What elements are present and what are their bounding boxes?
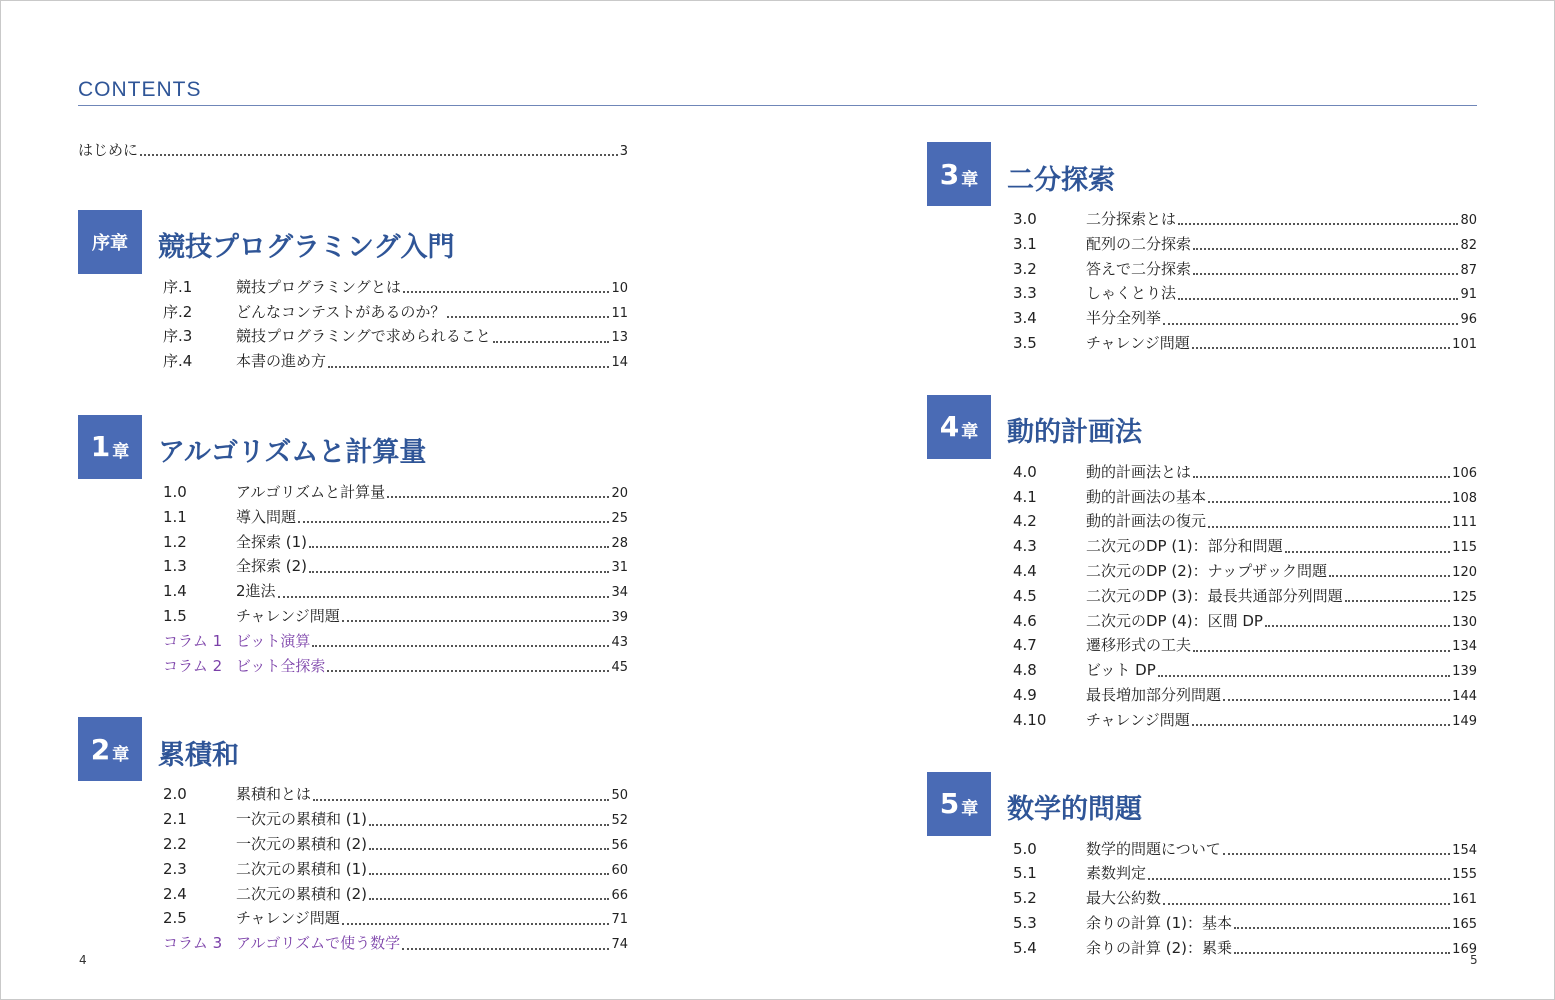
leader-dots [1193, 476, 1450, 478]
right-column [927, 141, 1477, 961]
entry-number: 2.4 [163, 884, 187, 903]
entry-title: 半分全列挙 [1086, 309, 1162, 328]
entry-title: 競技プログラミングで求められること [236, 327, 491, 346]
entry-number: 4.10 [1013, 710, 1047, 729]
toc-entry[interactable] [927, 911, 1477, 936]
entry-page: 82 [1460, 237, 1477, 253]
leader-dots [342, 923, 610, 925]
chapter-heading[interactable] [927, 771, 1477, 837]
entry-title: アルゴリズムと計算量 [236, 482, 386, 501]
entry-page: 125 [1452, 589, 1477, 605]
entry-title: 一次元の累積和 (1) [236, 810, 368, 829]
chapter-badge [927, 142, 991, 206]
entry-title: 累積和とは [236, 785, 312, 804]
chapter-number: 5 [939, 787, 960, 821]
entry-number: 5.3 [1013, 913, 1037, 932]
entry-page: 106 [1452, 465, 1477, 481]
left-chapter-list [78, 209, 628, 956]
toc-entry[interactable] [927, 683, 1477, 708]
leader-dots [327, 670, 609, 672]
entry-page: 80 [1460, 213, 1477, 228]
entry-title: 動的計画法の復元 [1086, 512, 1207, 531]
chapter-number: 序章 [92, 232, 128, 254]
entry-title: ビット全探索 [236, 656, 326, 675]
entry-page: 101 [1452, 336, 1477, 352]
leader-dots [1192, 724, 1450, 726]
toc-entry[interactable] [927, 509, 1477, 534]
entry-page: 139 [1452, 664, 1477, 680]
entry-number: 4.7 [1013, 636, 1037, 655]
entry-page: 91 [1460, 287, 1477, 303]
leader-dots [1163, 323, 1458, 325]
toc-entry[interactable] [927, 837, 1477, 862]
leader-dots [493, 341, 610, 343]
leader-dots [1208, 501, 1450, 503]
entry-title: 導入問題 [236, 507, 297, 526]
toc-entry[interactable] [927, 886, 1477, 911]
entry-page: 52 [611, 813, 628, 829]
entry-page: 155 [1452, 867, 1477, 883]
chapter-title: 二分探索 [1007, 164, 1115, 196]
contents-heading: CONTENTS [78, 78, 202, 101]
leader-dots [387, 496, 609, 498]
entry-number: 3.2 [1013, 259, 1037, 278]
chapter-block [78, 414, 628, 678]
entry-page: 130 [1452, 614, 1477, 630]
leader-dots [309, 546, 609, 548]
chapter-badge [927, 772, 991, 836]
toc-entry[interactable] [927, 232, 1477, 257]
chapter-number: 2 [90, 732, 111, 766]
entry-title: しゃくとり法 [1086, 284, 1177, 303]
entry-page: 74 [611, 937, 628, 953]
toc-entry[interactable] [78, 882, 628, 907]
leader-dots [342, 620, 610, 622]
toc-entry[interactable] [927, 708, 1477, 733]
toc-entry[interactable] [78, 554, 628, 579]
chapter-number: 1 [90, 430, 111, 464]
entry-title: 全探索 (2) [236, 557, 308, 576]
entry-page: 96 [1460, 312, 1477, 328]
toc-entry[interactable] [78, 807, 628, 832]
entry-page: 10 [611, 280, 628, 296]
entry-page: 34 [611, 585, 628, 601]
entry-number: 1.2 [163, 532, 187, 551]
toc-entry[interactable] [927, 281, 1477, 306]
entry-number: 5.4 [1013, 938, 1037, 957]
entry-page: 87 [1460, 262, 1477, 278]
entry-page: 28 [611, 535, 628, 551]
entry-number: 3.5 [1013, 333, 1037, 352]
entry-title: 素数判定 [1086, 864, 1147, 883]
chapter-kanji: 章 [961, 799, 979, 820]
entry-number: 4.8 [1013, 661, 1037, 680]
chapter-kanji: 章 [112, 744, 130, 765]
toc-entry[interactable] [78, 349, 628, 374]
leader-dots [1193, 650, 1450, 652]
entry-number: 序.3 [163, 327, 193, 346]
chapter-title: アルゴリズムと計算量 [158, 437, 427, 469]
entry-title: アルゴリズムで使う数学 [236, 934, 401, 953]
leader-dots [1178, 298, 1458, 300]
leader-dots [1223, 853, 1450, 855]
toc-entry[interactable] [927, 936, 1477, 961]
chapter-heading[interactable] [927, 394, 1477, 460]
entry-number: 2.5 [163, 909, 187, 928]
entry-number: 4.5 [1013, 586, 1037, 605]
leader-dots [1234, 927, 1450, 929]
leader-dots [1158, 675, 1450, 677]
entry-number: 4.4 [1013, 561, 1037, 580]
entry-page: 56 [611, 837, 628, 853]
toc-entry[interactable] [78, 906, 628, 931]
chapter-number: 3 [939, 157, 960, 191]
entry-page: 149 [1452, 713, 1477, 729]
leader-dots [1148, 878, 1450, 880]
entry-page: 161 [1452, 892, 1477, 908]
chapter-number: 4 [939, 410, 960, 444]
entry-number: 2.0 [163, 785, 187, 804]
toc-entry[interactable] [927, 658, 1477, 683]
left-page-number: 4 [79, 953, 87, 967]
entry-number: 5.2 [1013, 889, 1037, 908]
left-column [78, 138, 628, 956]
chapter-block [927, 141, 1477, 356]
chapter-title: 累積和 [158, 739, 239, 771]
leader-dots [278, 596, 610, 598]
toc-entry[interactable] [927, 559, 1477, 584]
entry-title: 配列の二分探索 [1086, 234, 1192, 253]
toc-entry[interactable] [927, 584, 1477, 609]
chapter-title: 動的計画法 [1007, 417, 1142, 449]
entry-number: 1.5 [163, 606, 187, 625]
entry-title: 全探索 (1) [236, 532, 308, 551]
entry-number: 2.2 [163, 834, 187, 853]
entry-number: 序.1 [163, 277, 193, 296]
entry-page: 20 [611, 485, 628, 501]
chapter-badge [78, 415, 142, 479]
entry-page: 66 [611, 887, 628, 903]
entry-page: 11 [611, 305, 628, 321]
entry-page: 31 [611, 560, 628, 576]
entry-number: 5.0 [1013, 839, 1037, 858]
entry-title: チャレンジ問題 [1086, 710, 1190, 729]
right-chapter-list [927, 141, 1477, 961]
entry-page: 165 [1452, 916, 1477, 932]
toc-entry[interactable] [78, 505, 628, 530]
leader-dots [1223, 699, 1450, 701]
toc-entry[interactable] [927, 485, 1477, 510]
leader-dots [369, 848, 609, 850]
toc-entry-intro[interactable] [78, 138, 628, 163]
entry-page: 25 [611, 510, 628, 526]
entry-page: 169 [1452, 941, 1477, 957]
entry-page: 39 [611, 609, 628, 625]
chapter-block [927, 394, 1477, 733]
leader-dots [309, 571, 609, 573]
leader-dots [1329, 575, 1450, 577]
entry-title: ビット DP [1086, 661, 1156, 680]
leader-dots [140, 154, 618, 156]
chapter-title: 数学的問題 [1007, 794, 1142, 826]
entry-number: コラム 3 [163, 934, 223, 953]
toc-entry[interactable] [927, 609, 1477, 634]
chapter-block [78, 209, 628, 374]
entry-page: 71 [611, 912, 628, 928]
toc-entry-column[interactable] [78, 629, 628, 654]
toc-entry[interactable] [78, 530, 628, 555]
entry-title: 競技プログラミングとは [236, 277, 402, 296]
entry-title: 数学的問題について [1086, 839, 1221, 858]
toc-entry[interactable] [78, 579, 628, 604]
chapter-title: 競技プログラミング入門 [158, 232, 455, 264]
entry-number: 3.3 [1013, 284, 1037, 303]
toc-entry-column[interactable] [78, 654, 628, 679]
toc-entry[interactable] [927, 306, 1477, 331]
toc-entry[interactable] [78, 832, 628, 857]
entry-title: 二分探索とは [1086, 210, 1177, 228]
entry-title: 二次元のDP (2)：ナップザック問題 [1086, 561, 1328, 580]
leader-dots [1234, 952, 1450, 954]
entry-page: 111 [1452, 515, 1477, 531]
leader-dots [298, 521, 609, 523]
leader-dots [403, 291, 609, 293]
entry-number: 3.0 [1013, 210, 1037, 228]
entry-title: 余りの計算 (2)：累乗 [1086, 938, 1233, 957]
entry-page: 134 [1452, 639, 1477, 655]
entry-title: チャレンジ問題 [236, 606, 340, 625]
toc-entry[interactable] [78, 300, 628, 325]
entry-number: 4.0 [1013, 462, 1037, 481]
leader-dots [447, 316, 609, 318]
toc-entry[interactable] [927, 861, 1477, 886]
entry-number: 4.2 [1013, 512, 1037, 531]
entry-number: 1.0 [163, 482, 187, 501]
entry-title: 遷移形式の工夫 [1086, 636, 1192, 655]
entry-number: コラム 2 [163, 656, 223, 675]
entry-title: チャレンジ問題 [1086, 333, 1190, 352]
entry-title: 二次元のDP (3)：最長共通部分列問題 [1086, 586, 1343, 605]
leader-dots [328, 366, 609, 368]
toc-entry[interactable] [927, 331, 1477, 356]
entry-number: 1.1 [163, 507, 187, 526]
entry-title: どんなコンテストがあるのか？ [236, 302, 446, 321]
leader-dots [1285, 551, 1451, 553]
chapter-heading[interactable] [78, 414, 628, 480]
leader-dots [313, 799, 609, 801]
entry-page: 43 [611, 634, 628, 650]
leader-dots [1178, 223, 1458, 225]
toc-entry[interactable] [78, 604, 628, 629]
entry-number: コラム 1 [163, 631, 223, 650]
toc-entry-column[interactable] [78, 931, 628, 956]
entry-title: はじめに [78, 141, 139, 159]
entry-page: 45 [611, 659, 628, 675]
toc-entry[interactable] [927, 460, 1477, 485]
leader-dots [1193, 248, 1458, 250]
entry-title: 二次元のDP (4)：区間 DP [1086, 611, 1263, 630]
toc-entry[interactable] [927, 534, 1477, 559]
entry-title: 2進法 [236, 582, 276, 601]
chapter-badge [78, 210, 142, 274]
entry-page: 154 [1452, 842, 1477, 858]
entry-number: 1.3 [163, 557, 187, 576]
entry-title: 最大公約数 [1086, 889, 1162, 908]
toc-entry[interactable] [78, 857, 628, 882]
entry-title: 二次元のDP (1)：部分和問題 [1086, 537, 1283, 556]
leader-dots [1265, 625, 1450, 627]
entry-page: 120 [1452, 564, 1477, 580]
entry-page: 3 [619, 144, 628, 159]
entry-page: 108 [1452, 490, 1477, 506]
chapter-badge [78, 717, 142, 781]
toc-entry[interactable] [78, 324, 628, 349]
entry-title: 最長増加部分列問題 [1086, 685, 1222, 704]
leader-dots [369, 873, 609, 875]
toc-entry[interactable] [78, 782, 628, 807]
chapter-kanji: 章 [961, 169, 979, 190]
entry-title: 動的計画法とは [1086, 462, 1192, 481]
leader-dots [1192, 347, 1450, 349]
entry-title: 二次元の累積和 (2) [236, 884, 368, 903]
leader-dots [402, 948, 609, 950]
toc-entry[interactable] [927, 257, 1477, 282]
entry-number: 5.1 [1013, 864, 1037, 883]
leader-dots [369, 824, 609, 826]
leader-dots [369, 898, 609, 900]
entry-number: 1.4 [163, 582, 187, 601]
entry-page: 50 [611, 788, 628, 804]
toc-entry[interactable] [927, 633, 1477, 658]
entry-page: 13 [611, 330, 628, 346]
leader-dots [1193, 273, 1458, 275]
entry-title: チャレンジ問題 [236, 909, 340, 928]
leader-dots [1163, 903, 1450, 905]
entry-number: 4.3 [1013, 537, 1037, 556]
entry-title: 二次元の累積和 (1) [236, 859, 368, 878]
heading-rule [78, 105, 1477, 106]
entry-page: 144 [1452, 688, 1477, 704]
toc-entry[interactable] [927, 207, 1477, 232]
entry-number: 3.4 [1013, 309, 1037, 328]
chapter-heading[interactable] [78, 209, 628, 275]
entry-title: 答えで二分探索 [1086, 259, 1192, 278]
entry-number: 4.1 [1013, 487, 1037, 506]
entry-title: 動的計画法の基本 [1086, 487, 1207, 506]
entry-title: 本書の進め方 [236, 352, 327, 371]
entry-page: 115 [1452, 540, 1477, 556]
toc-entry[interactable] [78, 275, 628, 300]
chapter-heading[interactable] [78, 716, 628, 782]
right-page-number: 5 [1470, 953, 1478, 967]
entry-number: 2.1 [163, 810, 187, 829]
chapter-kanji: 章 [112, 442, 130, 463]
entry-title: 余りの計算 (1)：基本 [1086, 913, 1233, 932]
chapter-heading[interactable] [927, 141, 1477, 207]
entry-page: 14 [611, 355, 628, 371]
leader-dots [312, 645, 609, 647]
entry-number: 4.6 [1013, 611, 1037, 630]
chapter-block [927, 771, 1477, 961]
entry-number: 2.3 [163, 859, 187, 878]
entry-number: 3.1 [1013, 234, 1037, 253]
chapter-kanji: 章 [961, 422, 979, 443]
chapter-block [78, 716, 628, 956]
entry-page: 60 [611, 862, 628, 878]
entry-number: 序.4 [163, 352, 193, 371]
leader-dots [1208, 526, 1450, 528]
chapter-badge [927, 395, 991, 459]
entry-number: 序.2 [163, 302, 193, 321]
entry-title: 一次元の累積和 (2) [236, 834, 368, 853]
leader-dots [1345, 600, 1451, 602]
entry-title: ビット演算 [236, 631, 311, 650]
entry-number: 4.9 [1013, 685, 1037, 704]
toc-entry[interactable] [78, 480, 628, 505]
